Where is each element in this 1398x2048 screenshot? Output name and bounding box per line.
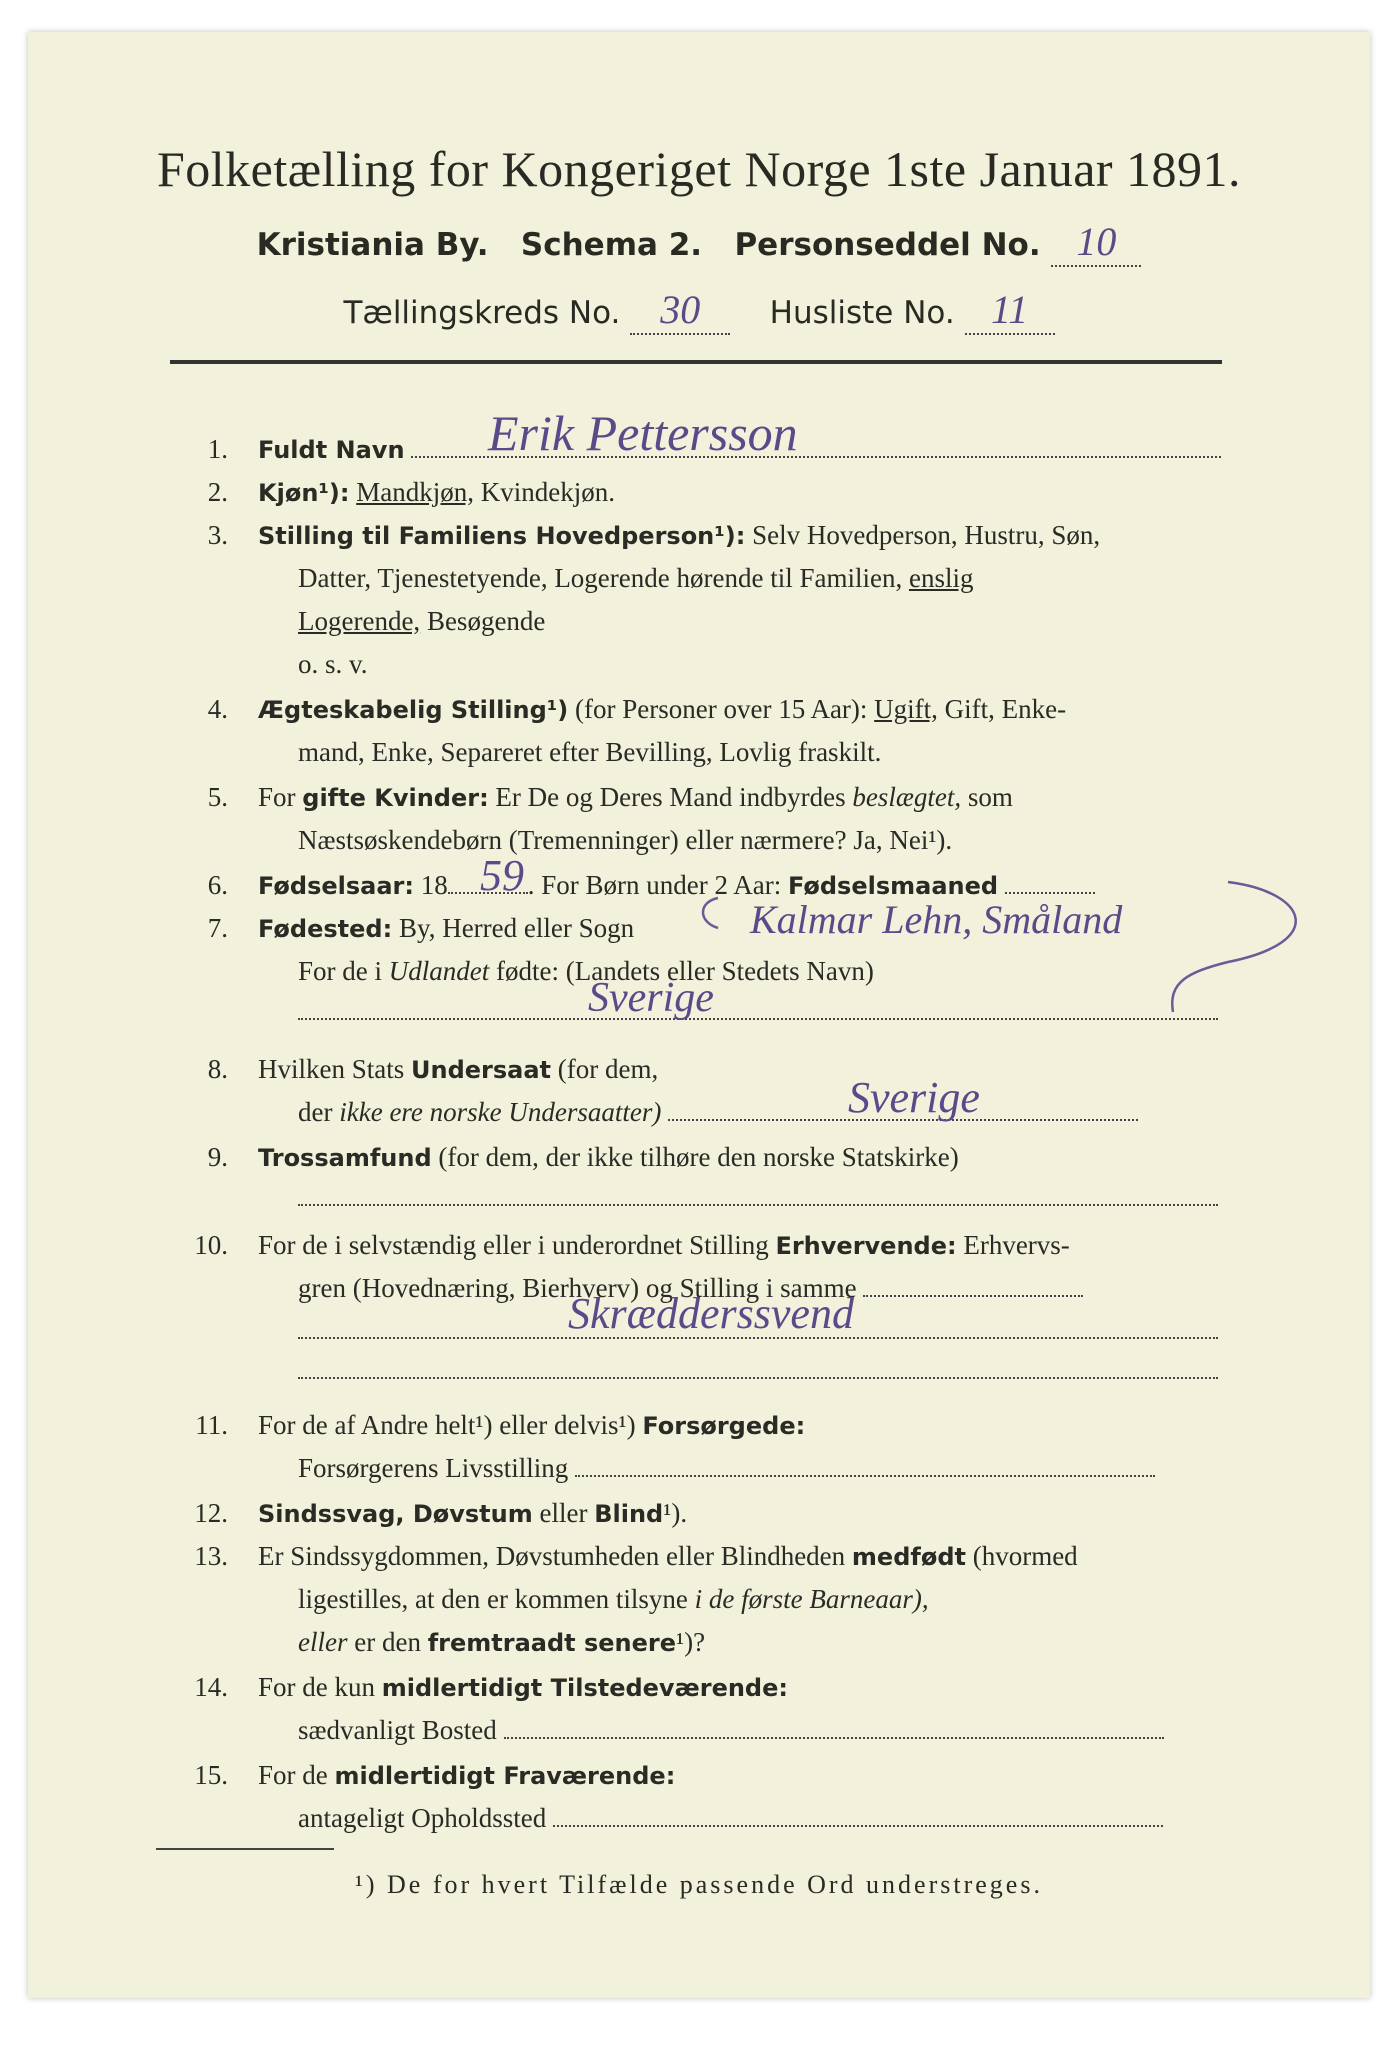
question-8-line2: [168, 1095, 1378, 1129]
q13-text-2b: i de første Barneaar),: [694, 1584, 929, 1614]
question-9: [168, 1140, 1248, 1175]
question-9-line2: [168, 1180, 1378, 1214]
question-5-line2: [168, 823, 1378, 857]
q10-text-1b: Erhvervs-: [963, 1230, 1070, 1260]
q14-label: midlertidigt Tilstedeværende:: [381, 1674, 788, 1702]
q7-bracket-stroke: [668, 862, 1348, 1052]
taellingskreds-label: Tællingskreds No.: [343, 295, 621, 331]
q9-field: [298, 1182, 1218, 1206]
census-form-sheet: [28, 32, 1370, 1998]
husliste-field: [965, 286, 1055, 335]
q5-label: gifte Kvinder:: [302, 784, 489, 812]
q5-beslaegtet: beslægtet,: [852, 782, 962, 812]
q15-field: [553, 1803, 1163, 1827]
q13-er-den: er den: [354, 1627, 421, 1657]
footnote: ¹) De for hvert Tilfælde passende Ord understreges.: [355, 1870, 1043, 1899]
q4-text-2: mand, Enke, Separeret efter Bevilling, Lovlig fraskilt.: [298, 737, 882, 767]
question-13: [168, 1539, 1248, 1574]
q14-field: [504, 1715, 1164, 1739]
question-13-line2: [168, 1582, 1378, 1616]
form-title: Folketælling for Kongeriget Norge 1ste Januar 1891.: [156, 141, 1242, 197]
q12-eller: eller: [539, 1498, 588, 1528]
personseddel-label: Personseddel No.: [734, 227, 1041, 263]
q4-label: Ægteskabelig Stilling¹): [258, 696, 569, 724]
q15-number: 15.: [194, 1760, 228, 1790]
q6-answer: 59: [480, 851, 524, 900]
question-8: [168, 1052, 1248, 1087]
q12-label-1: Sindssvag, Døvstum: [258, 1500, 533, 1528]
q5-text-2: Næstsøskendebørn (Tremenninger) eller nærmere? Ja, Nei¹).: [298, 825, 953, 855]
q3-osv: o. s. v.: [298, 649, 368, 679]
husliste-label: Husliste No.: [769, 295, 955, 331]
q10-field-3: [298, 1355, 1218, 1379]
taellingskreds-value: 30: [660, 287, 701, 332]
q11-number: 11.: [195, 1410, 228, 1440]
question-15-line2: [168, 1801, 1378, 1835]
q11-text-1: For de af Andre helt¹) eller delvis¹): [258, 1410, 636, 1440]
question-5: [168, 780, 1248, 815]
q4-text-1: (for Personer over 15 Aar):: [575, 694, 868, 724]
q5-number: 5.: [207, 782, 228, 812]
question-10-line4: [168, 1353, 1378, 1387]
q14-text-1: For de kun: [258, 1672, 375, 1702]
q1-answer: Erik Pettersson: [488, 405, 798, 461]
personseddel-value: 10: [1076, 219, 1117, 264]
q6-number: 6.: [207, 870, 228, 900]
q3-enslig: enslig: [908, 563, 974, 593]
question-15: [168, 1758, 1248, 1793]
q7-answer-1: Kalmar Lehn, Småland: [750, 897, 1123, 942]
q13-number: 13.: [194, 1541, 228, 1571]
q2-number: 2.: [207, 477, 228, 507]
q6-label: Fødselsaar:: [258, 872, 414, 900]
q5-text-1: Er De og Deres Mand indbyrdes: [495, 782, 846, 812]
q7-text-2a: For de i: [298, 956, 382, 986]
q14-number: 14.: [194, 1672, 228, 1702]
q4-ugift: Ugift,: [874, 694, 938, 724]
question-11-line2: [168, 1451, 1378, 1485]
q10-text-1a: For de i selvstændig eller i underordnet Stilling: [258, 1230, 769, 1260]
question-13-line3: [168, 1625, 1378, 1660]
q9-text: (for dem, der ikke tilhøre den norske Statskirke): [438, 1142, 959, 1172]
q8-der: der: [298, 1097, 333, 1127]
q3-text-2: Datter, Tjenestetyende, Logerende hørende til Familien,: [298, 563, 903, 593]
q7-number: 7.: [207, 913, 228, 943]
header-rule: [170, 360, 1222, 364]
q11-text-2: Forsørgerens Livsstilling: [298, 1453, 569, 1483]
city-label: Kristiania By.: [256, 227, 489, 263]
q8-text-2b: ikke ere norske Undersaatter): [339, 1097, 662, 1127]
q3-text-1: Selv Hovedperson, Hustru, Søn,: [752, 520, 1101, 550]
husliste-value: 11: [991, 287, 1029, 332]
q12-tail: ¹).: [663, 1498, 688, 1528]
q7-text-1: By, Herred eller Sogn: [398, 913, 635, 943]
q10-text-2: gren (Hovednæring, Bierhverv) og Stilling i samme: [298, 1273, 857, 1303]
q9-label: Trossamfund: [258, 1144, 432, 1172]
q1-label: Fuldt Navn: [258, 436, 405, 464]
q8-text-1b: (for dem,: [557, 1054, 659, 1084]
q6-label-2: Fødselsmaaned: [787, 872, 999, 900]
form-subtitle-line1: [28, 218, 1370, 267]
q12-number: 12.: [194, 1498, 228, 1528]
q4-gift: Gift, Enke-: [944, 694, 1067, 724]
q15-text-1: For de: [258, 1760, 328, 1790]
q13-label-2: fremtraadt senere: [427, 1629, 677, 1657]
q2-option-female: Kvindekjøn.: [480, 477, 615, 507]
question-4: [168, 692, 1248, 727]
question-6: 6. Fødselsaar: 18 . For Børn under 2 Aar: Fødselsmaaned: [168, 868, 1248, 903]
q7-udlandet: Udlandet: [388, 956, 490, 986]
q3-besogende: Besøgende: [426, 606, 546, 636]
q6-prefix: 18: [420, 870, 448, 900]
q13-text-1b: (hvormed: [972, 1541, 1078, 1571]
q2-label: Kjøn¹):: [258, 479, 350, 507]
question-3-line3: [168, 604, 1378, 638]
q3-number: 3.: [207, 520, 228, 550]
q14-text-2: sædvanligt Bosted: [298, 1715, 497, 1745]
q3-label: Stilling til Familiens Hovedperson¹):: [258, 522, 746, 550]
question-3-line2: [168, 561, 1378, 595]
q3-logerende: Logerende,: [298, 606, 421, 636]
question-12: [168, 1496, 1248, 1531]
footnote-rule: [156, 1848, 334, 1850]
q2-option-male: Mandkjøn,: [356, 477, 474, 507]
q12-label-2: Blind: [594, 1500, 664, 1528]
q1-number: 1.: [207, 434, 228, 464]
question-14-line2: [168, 1713, 1378, 1747]
question-10: [168, 1228, 1248, 1263]
q8-number: 8.: [207, 1054, 228, 1084]
q10-answer: Skrædderssvend: [568, 1289, 854, 1338]
q10-number: 10.: [194, 1230, 228, 1260]
q5-for: For: [258, 782, 296, 812]
question-11: [168, 1408, 1248, 1443]
q9-number: 9.: [207, 1142, 228, 1172]
q5-som: som: [967, 782, 1013, 812]
q7-text-2c: fødte: (Landets eller Stedets Navn): [496, 956, 874, 986]
question-3: [168, 518, 1248, 553]
q10-field-1: [863, 1273, 1083, 1297]
q8-answer: Sverige: [848, 1073, 980, 1122]
question-14: [168, 1670, 1248, 1705]
q7-label: Fødested:: [258, 915, 393, 943]
q6-text: For Børn under 2 Aar:: [541, 870, 782, 900]
q10-label: Erhvervende:: [775, 1232, 957, 1260]
form-subtitle-line2: [28, 286, 1370, 335]
q8-text-1a: Hvilken Stats: [258, 1054, 405, 1084]
personseddel-field: [1051, 218, 1141, 267]
q15-text-2: antageligt Opholdssted: [298, 1803, 547, 1833]
q8-label: Undersaat: [411, 1056, 552, 1084]
question-3-line4: [168, 647, 1378, 681]
question-2: [168, 475, 1248, 510]
schema-label: Schema 2.: [520, 227, 703, 263]
q4-number: 4.: [207, 694, 228, 724]
question-4-line2: [168, 735, 1378, 769]
q13-text-1a: Er Sindssygdommen, Døvstumheden eller Blindheden: [258, 1541, 846, 1571]
q13-tail: ¹)?: [676, 1627, 706, 1657]
taellingskreds-field: [630, 286, 730, 335]
q13-text-2a: ligestilles, at den er kommen tilsyne: [298, 1584, 688, 1614]
q7-answer-2: Sverige: [588, 975, 714, 1021]
q15-label: midlertidigt Fraværende:: [334, 1762, 676, 1790]
q11-label: Forsørgede:: [642, 1412, 806, 1440]
q11-field: [575, 1453, 1155, 1477]
q13-eller: eller: [298, 1627, 348, 1657]
q13-label: medfødt: [851, 1543, 966, 1571]
